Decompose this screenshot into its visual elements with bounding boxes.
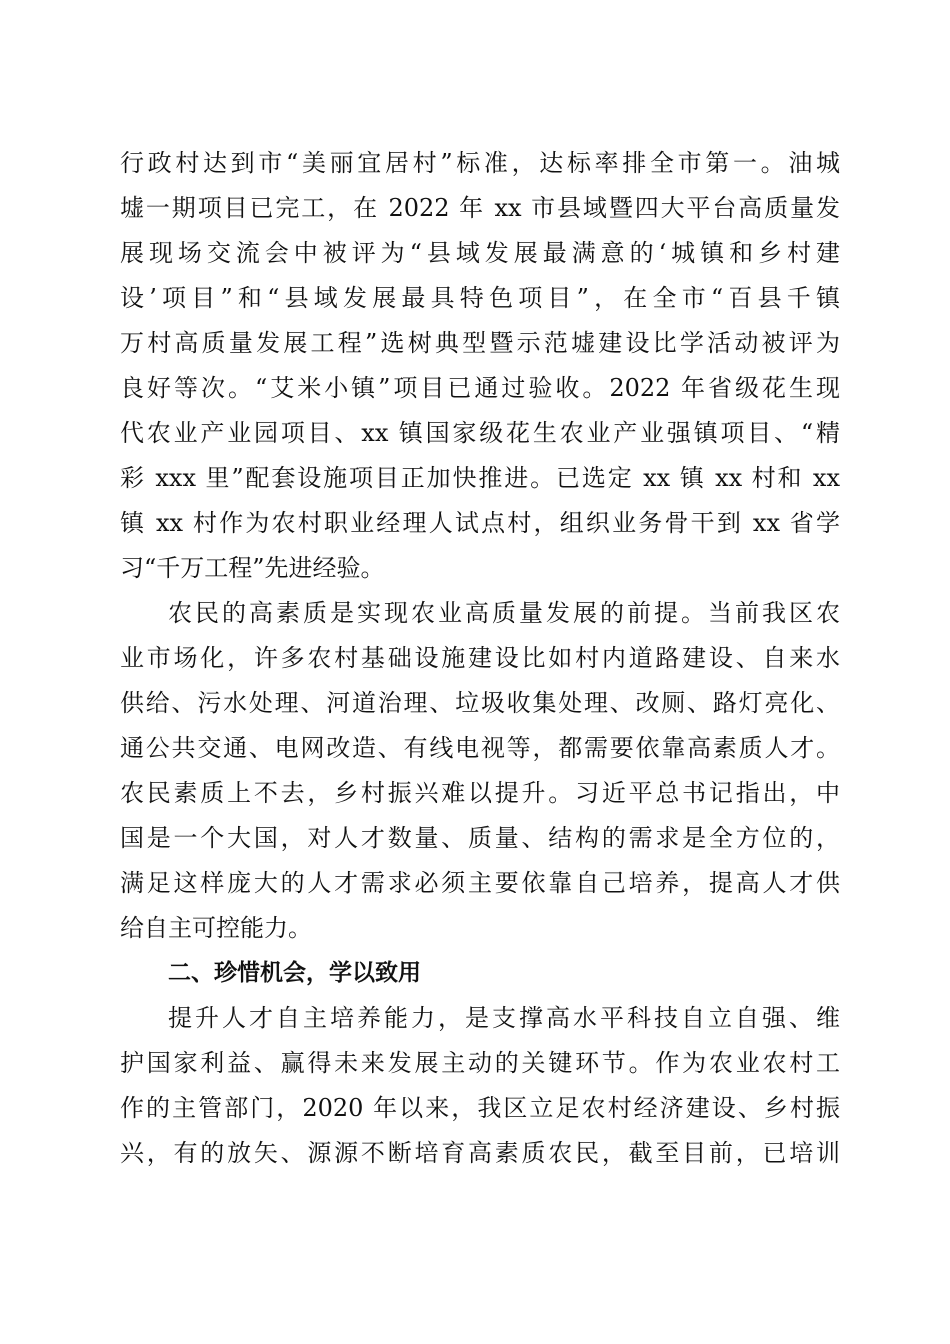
- text-line: 满足这样庞大的人才需求必须主要依靠自己培养，提高人才供: [120, 869, 840, 897]
- text-line: 墟一期项目已完工，在 2022 年 xx 市县域暨四大平台高质量发: [120, 194, 840, 222]
- paragraph-rural-construction: [120, 141, 840, 591]
- text-line: 农民素质上不去，乡村振兴难以提升。习近平总书记指出，中: [120, 779, 840, 807]
- text-line: 习“千万工程”先进经验。: [120, 554, 385, 582]
- text-line: 镇 xx 村作为农村职业经理人试点村，组织业务骨干到 xx 省学: [120, 509, 840, 537]
- section-heading-block: [120, 951, 840, 996]
- text-line: 供给、污水处理、河道治理、垃圾收集处理、改厕、路灯亮化、: [120, 689, 840, 717]
- text-line: 给自主可控能力。: [120, 914, 312, 942]
- text-line: 通公共交通、电网改造、有线电视等，都需要依靠高素质人才。: [120, 734, 840, 762]
- text-line: 彩 xxx 里”配套设施项目正加快推进。已选定 xx 镇 xx 村和 xx: [120, 464, 840, 492]
- text-line: 作的主管部门，2020 年以来，我区立足农村经济建设、乡村振: [120, 1094, 840, 1122]
- text-line: 业市场化，许多农村基础设施建设比如村内道路建设、自来水: [120, 644, 840, 672]
- text-line: 设’项目”和“县域发展最具特色项目”，在全市“百县千镇: [120, 284, 840, 312]
- paragraph-talent-training: [120, 996, 840, 1176]
- text-line: 农民的高素质是实现农业高质量发展的前提。当前我区农: [168, 599, 840, 627]
- section-heading: 二、珍惜机会，学以致用: [168, 960, 421, 986]
- paragraph-farmer-quality: [120, 591, 840, 951]
- text-line: 展现场交流会中被评为“县域发展最满意的‘城镇和乡村建: [120, 239, 840, 267]
- text-line: 万村高质量发展工程”选树典型暨示范墟建设比学活动被评为: [120, 329, 840, 357]
- text-line: 行政村达到市“美丽宜居村”标准，达标率排全市第一。油城: [120, 149, 840, 177]
- text-line: 提升人才自主培养能力，是支撑高水平科技自立自强、维: [168, 1004, 840, 1032]
- text-line: 良好等次。“艾米小镇”项目已通过验收。2022 年省级花生现: [120, 374, 840, 402]
- text-line: 兴，有的放矢、源源不断培育高素质农民，截至目前，已培训: [120, 1139, 840, 1167]
- text-line: 代农业产业园项目、xx 镇国家级花生农业产业强镇项目、“精: [120, 419, 840, 447]
- text-line: 护国家利益、赢得未来发展主动的关键环节。作为农业农村工: [120, 1049, 840, 1077]
- text-line: 国是一个大国，对人才数量、质量、结构的需求是全方位的，: [120, 824, 840, 852]
